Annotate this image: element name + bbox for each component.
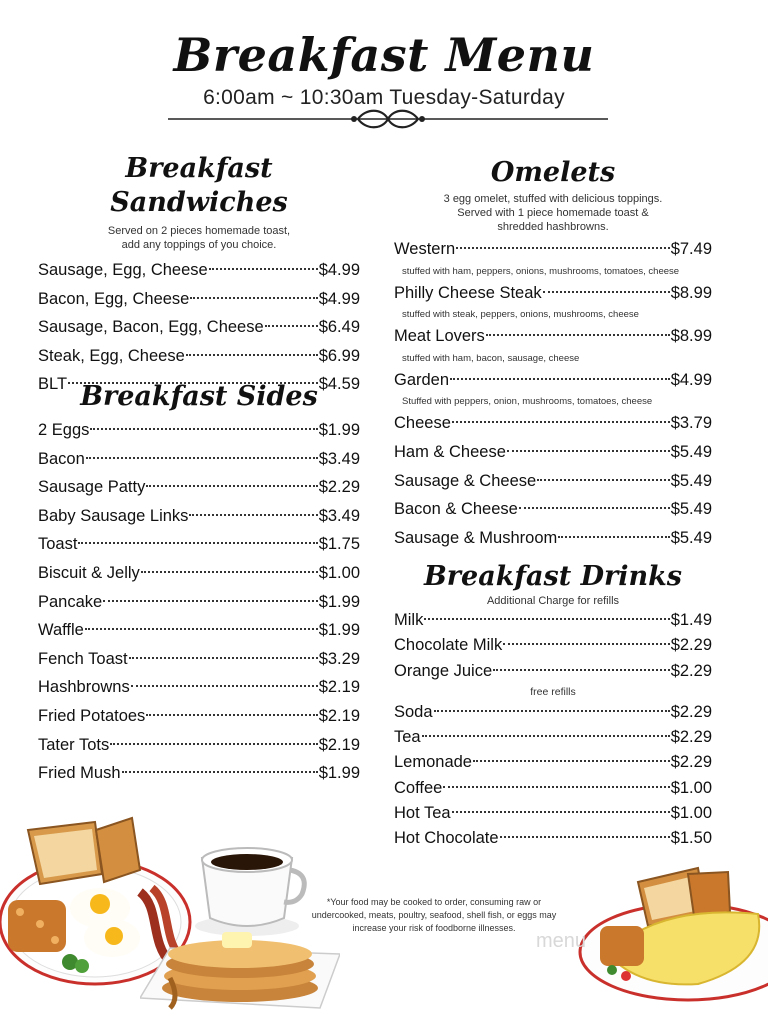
drinks-paid-list <box>394 608 712 684</box>
dot-leader <box>434 710 670 712</box>
item-name: Soda <box>394 702 433 721</box>
item-price: $2.29 <box>670 753 712 772</box>
omelets-note-3: shredded hashbrowns. <box>497 221 609 233</box>
item-name: Western <box>394 240 456 258</box>
side-item <box>38 473 360 502</box>
item-name: Ham & Cheese <box>394 442 506 461</box>
omelet-item <box>394 438 712 467</box>
dot-leader <box>146 714 317 716</box>
item-price: $1.00 <box>670 778 712 797</box>
disclaimer-line-2: undercooked, meats, poultry, seafood, shell fish, or eggs may <box>311 910 557 920</box>
sandwich-list <box>38 256 360 399</box>
item-name: Hashbrowns <box>38 678 130 697</box>
item-price: $2.29 <box>670 636 712 655</box>
item-price: $4.59 <box>318 375 360 394</box>
item-price: $1.99 <box>318 592 360 611</box>
item-price: $5.49 <box>670 442 712 461</box>
item-name: Meat Lovers <box>394 327 485 346</box>
item-price: $5.49 <box>670 471 712 490</box>
item-price: $1.50 <box>670 829 712 848</box>
page-title: Breakfast Menu <box>173 28 595 82</box>
sandwiches-note-2: add any toppings of you choice. <box>121 239 277 251</box>
item-name: Steak, Egg, Cheese <box>38 346 185 365</box>
omelet-item <box>394 467 712 496</box>
sandwich-item <box>38 256 360 285</box>
item-description: Stuffed with peppers, onion, mushrooms, tomatoes, cheese <box>402 396 653 408</box>
item-price: $2.19 <box>318 678 360 697</box>
sides-list <box>38 416 360 788</box>
drinks-title: Breakfast Drinks <box>423 561 683 592</box>
side-item <box>38 530 360 559</box>
dot-leader <box>493 669 670 671</box>
dot-leader <box>186 354 318 356</box>
item-name: Fried Potatoes <box>38 706 146 725</box>
item-price: $4.99 <box>670 370 712 389</box>
drinks-note: Additional Charge for refills <box>486 595 620 607</box>
hours-subtitle: 6:00am ~ 10:30am Tuesday-Saturday <box>203 86 565 109</box>
watermark: menu <box>536 930 587 952</box>
item-price: $1.99 <box>318 421 360 439</box>
item-name: Bacon <box>38 449 85 468</box>
omelets-note-1: 3 egg omelet, stuffed with delicious toppings. <box>443 193 663 205</box>
item-price: $3.49 <box>318 449 360 468</box>
side-item <box>38 588 360 617</box>
item-name: Sausage, Bacon, Egg, Cheese <box>38 318 264 337</box>
item-name: Chocolate Milk <box>394 636 503 655</box>
dot-leader <box>443 786 669 788</box>
item-name: Hot Chocolate <box>394 829 499 848</box>
dot-leader <box>503 643 669 645</box>
item-price: $1.00 <box>670 804 712 823</box>
item-price: $6.99 <box>318 346 360 365</box>
dot-leader <box>422 735 670 737</box>
dot-leader <box>146 485 317 487</box>
item-name: Milk <box>394 611 424 629</box>
dot-leader <box>85 628 318 630</box>
dot-leader <box>209 268 318 270</box>
item-price: $3.79 <box>670 414 712 433</box>
dot-leader <box>141 571 318 573</box>
item-price: $6.49 <box>318 318 360 337</box>
side-item <box>38 445 360 474</box>
item-price: $3.29 <box>318 649 360 668</box>
item-name: Orange Juice <box>394 661 493 680</box>
side-item <box>38 731 360 760</box>
item-name: Lemonade <box>394 753 472 772</box>
dot-leader <box>90 428 317 430</box>
item-price: $5.49 <box>670 528 712 547</box>
drink-item <box>394 801 712 826</box>
side-item <box>38 559 360 588</box>
item-name: Sausage, Egg, Cheese <box>38 261 208 279</box>
item-price: $8.99 <box>670 327 712 346</box>
item-price: $2.29 <box>670 661 712 680</box>
item-name: Pancake <box>38 592 103 611</box>
dot-leader <box>189 514 317 516</box>
omelet-item <box>394 495 712 524</box>
item-name: Tea <box>394 728 421 747</box>
sides-section <box>38 380 360 788</box>
omelet-item <box>394 322 712 351</box>
item-name: BLT <box>38 375 68 394</box>
free-refills-note: free refills <box>530 685 576 698</box>
dot-leader <box>103 600 317 602</box>
sandwiches-title: Breakfast Sandwiches <box>110 153 288 218</box>
item-name: Hot Tea <box>394 804 451 823</box>
item-price: $5.49 <box>670 500 712 519</box>
item-name: Biscuit & Jelly <box>38 563 140 582</box>
item-price: $1.99 <box>318 764 360 783</box>
side-item <box>38 616 360 645</box>
dot-leader <box>452 811 670 813</box>
drinks-section <box>394 560 712 852</box>
item-name: Sausage Patty <box>38 478 146 497</box>
item-price: $2.29 <box>670 702 712 721</box>
drink-item <box>394 826 712 851</box>
sandwich-item <box>38 313 360 342</box>
dot-leader <box>78 542 317 544</box>
dot-leader <box>519 507 670 509</box>
item-description: stuffed with ham, bacon, sausage, cheese <box>402 352 580 364</box>
omelet-item <box>394 524 712 553</box>
dot-leader <box>558 536 669 538</box>
side-item <box>38 645 360 674</box>
item-price: $1.99 <box>318 621 360 640</box>
omelet-list <box>394 235 712 552</box>
dot-leader <box>86 457 318 459</box>
drink-item <box>394 750 712 775</box>
omelet-plate-image <box>578 864 768 1004</box>
dot-leader <box>507 450 670 452</box>
item-price: $7.49 <box>670 240 712 258</box>
side-item <box>38 759 360 788</box>
item-name: Sausage & Cheese <box>394 471 537 490</box>
dot-leader <box>450 378 670 380</box>
dot-leader <box>129 657 318 659</box>
dot-leader <box>452 421 670 423</box>
food-safety-disclaimer <box>298 896 570 935</box>
dot-leader <box>543 291 670 293</box>
item-price: $1.00 <box>318 563 360 582</box>
sandwiches-note-1: Served on 2 pieces homemade toast, <box>107 225 291 237</box>
item-price: $2.19 <box>318 735 360 754</box>
drinks-free-list <box>394 700 712 852</box>
drink-item <box>394 608 712 633</box>
omelet-item <box>394 366 712 395</box>
item-name: Garden <box>394 370 450 389</box>
item-name: Toast <box>38 535 78 554</box>
dot-leader <box>456 247 670 249</box>
dot-leader <box>486 334 670 336</box>
sandwich-item <box>38 285 360 314</box>
dot-leader <box>473 760 670 762</box>
disclaimer-line-1: *Your food may be cooked to order, consuming raw or <box>326 897 542 907</box>
flourish-divider <box>168 106 608 132</box>
item-name: Fried Mush <box>38 764 121 783</box>
item-name: Coffee <box>394 778 443 797</box>
dot-leader <box>122 771 318 773</box>
sandwich-item <box>38 342 360 371</box>
side-item <box>38 416 360 445</box>
drink-item <box>394 700 712 725</box>
disclaimer-line-3: increase your risk of foodborne illnesses. <box>352 923 516 933</box>
item-description: stuffed with steak, peppers, onions, mushrooms, cheese <box>402 309 639 321</box>
item-name: Cheese <box>394 414 451 433</box>
drink-item <box>394 659 712 684</box>
item-price: $1.49 <box>670 611 712 629</box>
item-description: stuffed with ham, peppers, onions, mushrooms, tomatoes, cheese <box>402 265 680 277</box>
item-price: $2.19 <box>318 706 360 725</box>
dot-leader <box>424 618 669 620</box>
item-price: $2.29 <box>318 478 360 497</box>
dot-leader <box>265 325 318 327</box>
drink-item <box>394 776 712 801</box>
item-price: $4.99 <box>318 289 360 308</box>
item-price: $1.75 <box>318 535 360 554</box>
item-name: Bacon, Egg, Cheese <box>38 289 190 308</box>
item-price: $4.99 <box>318 261 360 279</box>
item-name: Sausage & Mushroom <box>394 528 558 547</box>
item-price: $8.99 <box>670 283 712 302</box>
item-name: Bacon & Cheese <box>394 500 518 519</box>
omelets-title: Omelets <box>490 157 616 188</box>
omelets-note-2: Served with 1 piece homemade toast & <box>457 207 649 219</box>
drink-item <box>394 725 712 750</box>
item-name: Waffle <box>38 621 84 640</box>
item-name: Philly Cheese Steak <box>394 283 542 302</box>
side-item <box>38 673 360 702</box>
item-price: $3.49 <box>318 506 360 525</box>
sides-title: Breakfast Sides <box>80 381 318 412</box>
drink-item <box>394 633 712 658</box>
omelet-item <box>394 235 712 264</box>
dot-leader <box>537 479 670 481</box>
item-name: 2 Eggs <box>38 421 90 439</box>
sandwiches-section <box>38 152 360 399</box>
dot-leader <box>500 836 670 838</box>
dot-leader <box>190 297 317 299</box>
dot-leader <box>131 685 318 687</box>
item-name: Baby Sausage Links <box>38 506 189 525</box>
omelet-item <box>394 279 712 308</box>
omelet-item <box>394 409 712 438</box>
dot-leader <box>110 743 317 745</box>
item-name: Tater Tots <box>38 735 110 754</box>
side-item <box>38 702 360 731</box>
item-name: Fench Toast <box>38 649 128 668</box>
side-item <box>38 502 360 531</box>
omelets-section <box>394 156 712 552</box>
item-price: $2.29 <box>670 728 712 747</box>
